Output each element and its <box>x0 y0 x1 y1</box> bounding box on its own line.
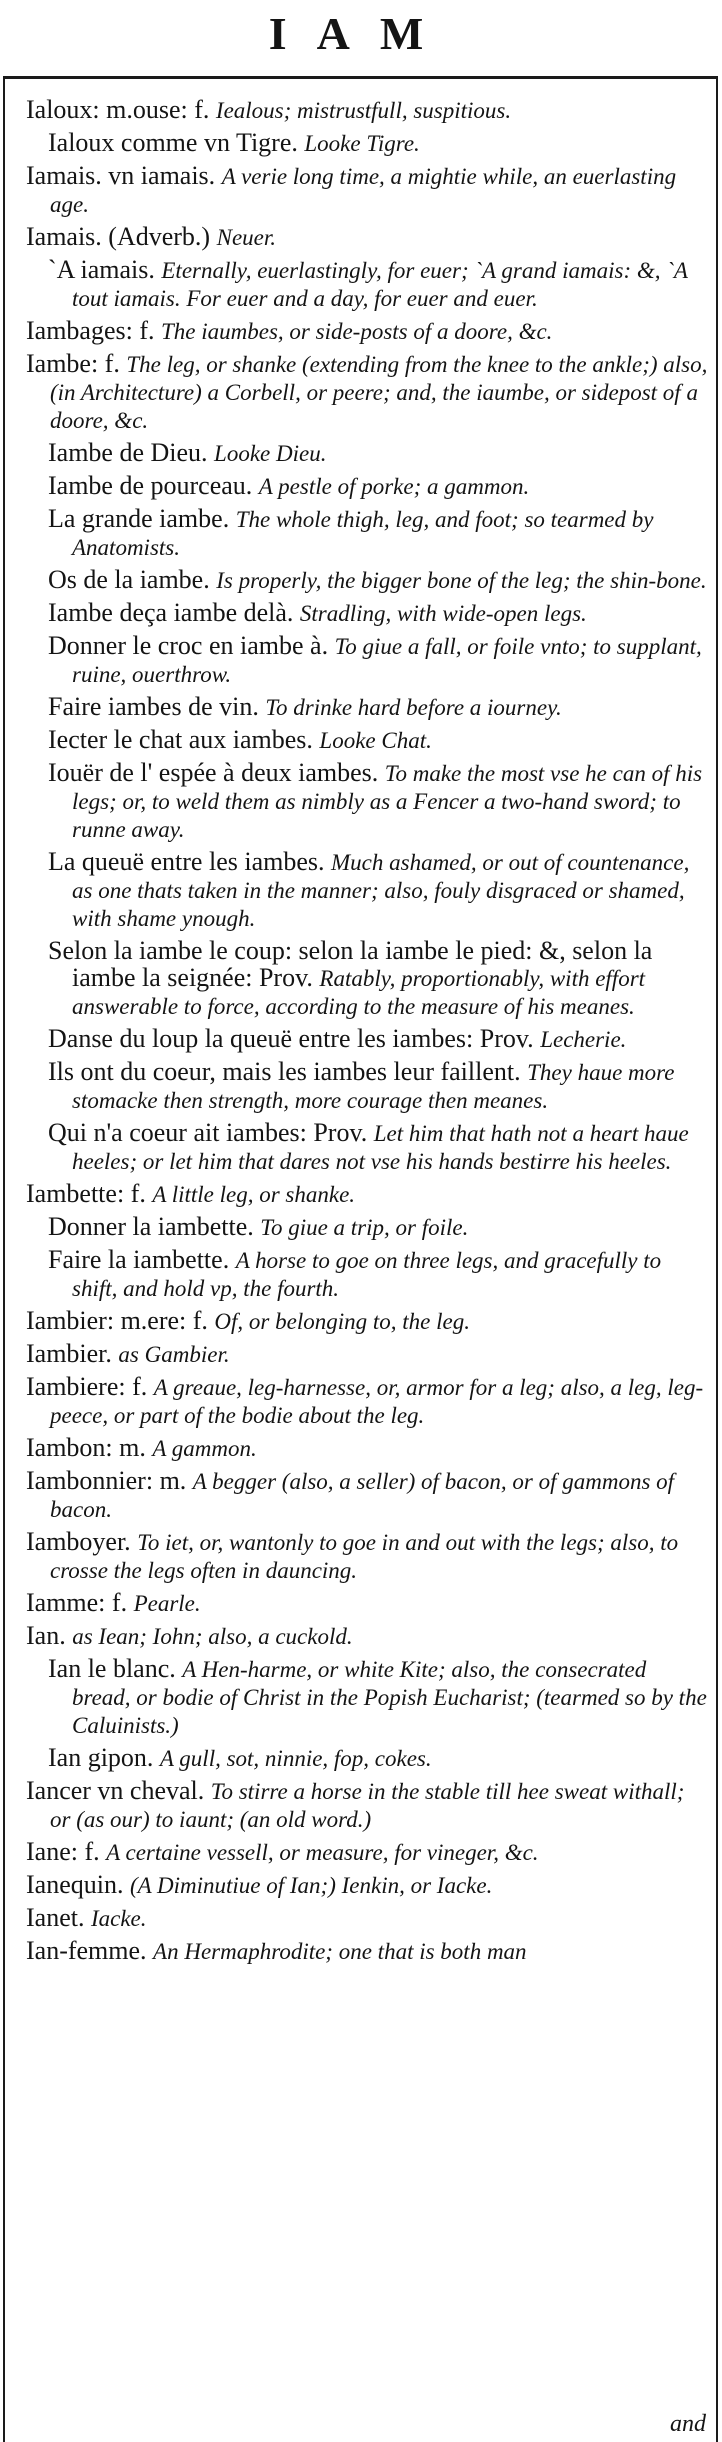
dictionary-entry <box>26 566 710 594</box>
entry-gloss: They haue more stomacke then strength, more courage then meanes. <box>72 1060 675 1113</box>
entry-gloss: Lecherie. <box>540 1027 627 1052</box>
entry-gloss: To drinke hard before a iourney. <box>265 695 562 720</box>
entry-headword: Faire la iambette. <box>48 1245 230 1274</box>
entry-gloss: To giue a trip, or foile. <box>260 1215 469 1240</box>
entry-gloss: To iet, or, wantonly to goe in and out with the legs; also, to crosse the legs often in dauncing. <box>50 1530 679 1583</box>
entry-gloss: Is properly, the bigger bone of the leg; the shin-bone. <box>216 568 707 593</box>
entry-headword: `A iamais. <box>48 255 155 284</box>
dictionary-entry <box>26 505 710 561</box>
entry-headword: Ialoux comme vn Tigre. <box>48 128 298 157</box>
entry-gloss: Let him that hath not a heart haue heeles; or let him that dares not vse his hands bestirre his heeles. <box>72 1121 689 1174</box>
entry-gloss: A Hen-harme, or white Kite; also, the consecrated bread, or bodie of Christ in the Popish Eucharist; (tearmed so by the Caluinists.) <box>72 1657 707 1738</box>
entry-gloss: Pearle. <box>133 1591 201 1616</box>
dictionary-entry <box>26 223 710 251</box>
entry-gloss: The iaumbes, or side-posts of a doore, &c. <box>161 319 553 344</box>
dictionary-entry <box>26 1025 710 1053</box>
entry-headword: Ian-femme. <box>26 1936 147 1965</box>
entry-headword: Iambe de pourceau. <box>48 471 253 500</box>
entry-headword: Iamme: f. <box>26 1588 128 1617</box>
dictionary-entry <box>26 693 710 721</box>
entry-headword: Iambages: f. <box>26 316 155 345</box>
entry-headword: Os de la iambe. <box>48 565 210 594</box>
dictionary-entry <box>26 937 710 1020</box>
entry-headword: Iecter le chat aux iambes. <box>48 725 313 754</box>
entry-headword: Selon la iambe le coup: selon la iambe le pied: &, selon la iambe la seignée: Prov. <box>48 936 653 992</box>
entry-headword: Ianequin. <box>26 1870 124 1899</box>
entry-headword: Donner le croc en iambe à. <box>48 631 329 660</box>
dictionary-entry <box>26 759 710 843</box>
entry-headword: Ian. <box>26 1621 66 1650</box>
entry-headword: Iambe de Dieu. <box>48 438 208 467</box>
entry-gloss: A certaine vessell, or measure, for vineger, &c. <box>106 1840 539 1865</box>
entry-headword: Iamais. (Adverb.) <box>26 222 211 251</box>
entry-gloss: The leg, or shanke (extending from the knee to the ankle;) also, (in Architecture) a Corbell, or peere; and, the iaumbe, or sidepost of a doore, &c. <box>50 352 708 433</box>
dictionary-entry <box>26 1622 710 1650</box>
entry-gloss: as Iean; Iohn; also, a cuckold. <box>72 1624 353 1649</box>
entry-gloss: A pestle of porke; a gammon. <box>258 474 530 499</box>
dictionary-entry <box>26 599 710 627</box>
dictionary-entry <box>26 317 710 345</box>
dictionary-entry <box>26 1434 710 1462</box>
catchword: and <box>670 2411 706 2437</box>
dictionary-entry <box>26 350 710 434</box>
dictionary-entry <box>26 256 710 312</box>
entry-headword: Iambonnier: m. <box>26 1466 187 1495</box>
entry-headword: Danse du loup la queuë entre les iambes: Prov. <box>48 1024 534 1053</box>
dictionary-entry <box>26 1373 710 1429</box>
entry-gloss: A gull, sot, ninnie, fop, cokes. <box>159 1746 432 1771</box>
entry-headword: Iambe deça iambe delà. <box>48 598 294 627</box>
entry-headword: La grande iambe. <box>48 504 230 533</box>
entry-gloss: Looke Chat. <box>319 728 432 753</box>
entry-gloss: Iealous; mistrustfull, suspitious. <box>215 98 512 123</box>
entry-headword: La queuë entre les iambes. <box>48 847 325 876</box>
running-head: IAM <box>268 8 454 59</box>
dictionary-entry <box>26 1838 710 1866</box>
entry-gloss: Iacke. <box>90 1906 147 1931</box>
entry-gloss: Much ashamed, or out of countenance, as one thats taken in the manner; also, fouly disgraced or shamed, with shame ynough. <box>72 850 690 931</box>
entry-gloss: A gammon. <box>152 1436 257 1461</box>
entry-gloss: The whole thigh, leg, and foot; so tearmed by Anatomists. <box>72 507 654 560</box>
entry-gloss: To stirre a horse in the stable till hee sweat withall; or (as our) to iaunt; (an old word.) <box>50 1779 685 1832</box>
dictionary-entry <box>26 129 710 157</box>
dictionary-entry <box>26 162 710 218</box>
entry-headword: Iambette: f. <box>26 1179 146 1208</box>
entry-gloss: An Hermaphrodite; one that is both man <box>153 1939 527 1964</box>
entry-gloss: Looke Dieu. <box>214 441 327 466</box>
entry-gloss: A horse to goe on three legs, and gracefully to shift, and hold vp, the fourth. <box>72 1248 662 1301</box>
dictionary-entry <box>26 1119 710 1175</box>
dictionary-entry <box>26 472 710 500</box>
dictionary-entry <box>26 1655 710 1739</box>
dictionary-entry <box>26 1937 710 1965</box>
dictionary-entry <box>26 1340 710 1368</box>
entry-gloss: Of, or belonging to, the leg. <box>214 1309 470 1334</box>
entry-gloss: Eternally, euerlastingly, for euer; `A grand iamais: &, `A tout iamais. For euer and a day, for euer and euer. <box>72 258 688 311</box>
dictionary-entry <box>26 1180 710 1208</box>
entry-headword: Iancer vn cheval. <box>26 1776 205 1805</box>
entry-headword: Iamais. vn iamais. <box>26 161 216 190</box>
entry-gloss: as Gambier. <box>118 1342 230 1367</box>
entry-gloss: Stradling, with wide-open legs. <box>299 601 587 626</box>
dictionary-entry <box>26 632 710 688</box>
dictionary-entry <box>26 1744 710 1772</box>
dictionary-entry <box>26 1904 710 1932</box>
dictionary-entry <box>26 848 710 932</box>
entry-headword: Iouër de l' espée à deux iambes. <box>48 758 379 787</box>
dictionary-entry <box>26 1871 710 1899</box>
entry-gloss: (A Diminutiue of Ian;) Ienkin, or Iacke. <box>129 1873 493 1898</box>
entry-gloss: To giue a fall, or foile vnto; to supplant, ruine, ouerthrow. <box>72 634 702 687</box>
entry-gloss: A verie long time, a mightie while, an euerlasting age. <box>50 164 677 217</box>
entry-headword: Iambiere: f. <box>26 1372 148 1401</box>
entry-gloss: A begger (also, a seller) of bacon, or of gammons of bacon. <box>50 1469 675 1522</box>
entry-headword: Ialoux: m.ouse: f. <box>26 95 210 124</box>
entry-headword: Ian gipon. <box>48 1743 154 1772</box>
entry-headword: Ian le blanc. <box>48 1654 176 1683</box>
entry-gloss: Neuer. <box>216 225 277 250</box>
entry-headword: Ils ont du coeur, mais les iambes leur faillent. <box>48 1057 521 1086</box>
dictionary-entry <box>26 1528 710 1584</box>
entry-list <box>26 96 710 1970</box>
entry-headword: Iambe: f. <box>26 349 120 378</box>
entry-headword: Donner la iambette. <box>48 1212 254 1241</box>
entry-headword: Iambier. <box>26 1339 112 1368</box>
entry-gloss: Looke Tigre. <box>304 131 420 156</box>
entry-gloss: A little leg, or shanke. <box>152 1182 356 1207</box>
entry-headword: Qui n'a coeur ait iambes: Prov. <box>48 1118 368 1147</box>
entry-headword: Faire iambes de vin. <box>48 692 259 721</box>
dictionary-entry <box>26 1777 710 1833</box>
dictionary-entry <box>26 96 710 124</box>
entry-headword: Iambon: m. <box>26 1433 146 1462</box>
dictionary-entry <box>26 1589 710 1617</box>
dictionary-entry <box>26 1246 710 1302</box>
entry-gloss: A greaue, leg-harnesse, or, armor for a leg; also, a leg, leg-peece, or part of the bodie about the leg. <box>50 1375 704 1428</box>
dictionary-entry <box>26 1307 710 1335</box>
entry-headword: Iamboyer. <box>26 1527 131 1556</box>
entry-headword: Iambier: m.ere: f. <box>26 1306 208 1335</box>
dictionary-entry <box>26 1213 710 1241</box>
dictionary-entry <box>26 1058 710 1114</box>
dictionary-entry <box>26 726 710 754</box>
entry-gloss: Ratably, proportionably, with effort answerable to force, according to the measure of his meanes. <box>72 966 646 1019</box>
entry-gloss: To make the most vse he can of his legs; or, to weld them as nimbly as a Fencer a two-hand sword; to runne away. <box>72 761 703 842</box>
dictionary-entry <box>26 1467 710 1523</box>
entry-headword: Ianet. <box>26 1903 85 1932</box>
dictionary-entry <box>26 439 710 467</box>
entry-headword: Iane: f. <box>26 1837 100 1866</box>
